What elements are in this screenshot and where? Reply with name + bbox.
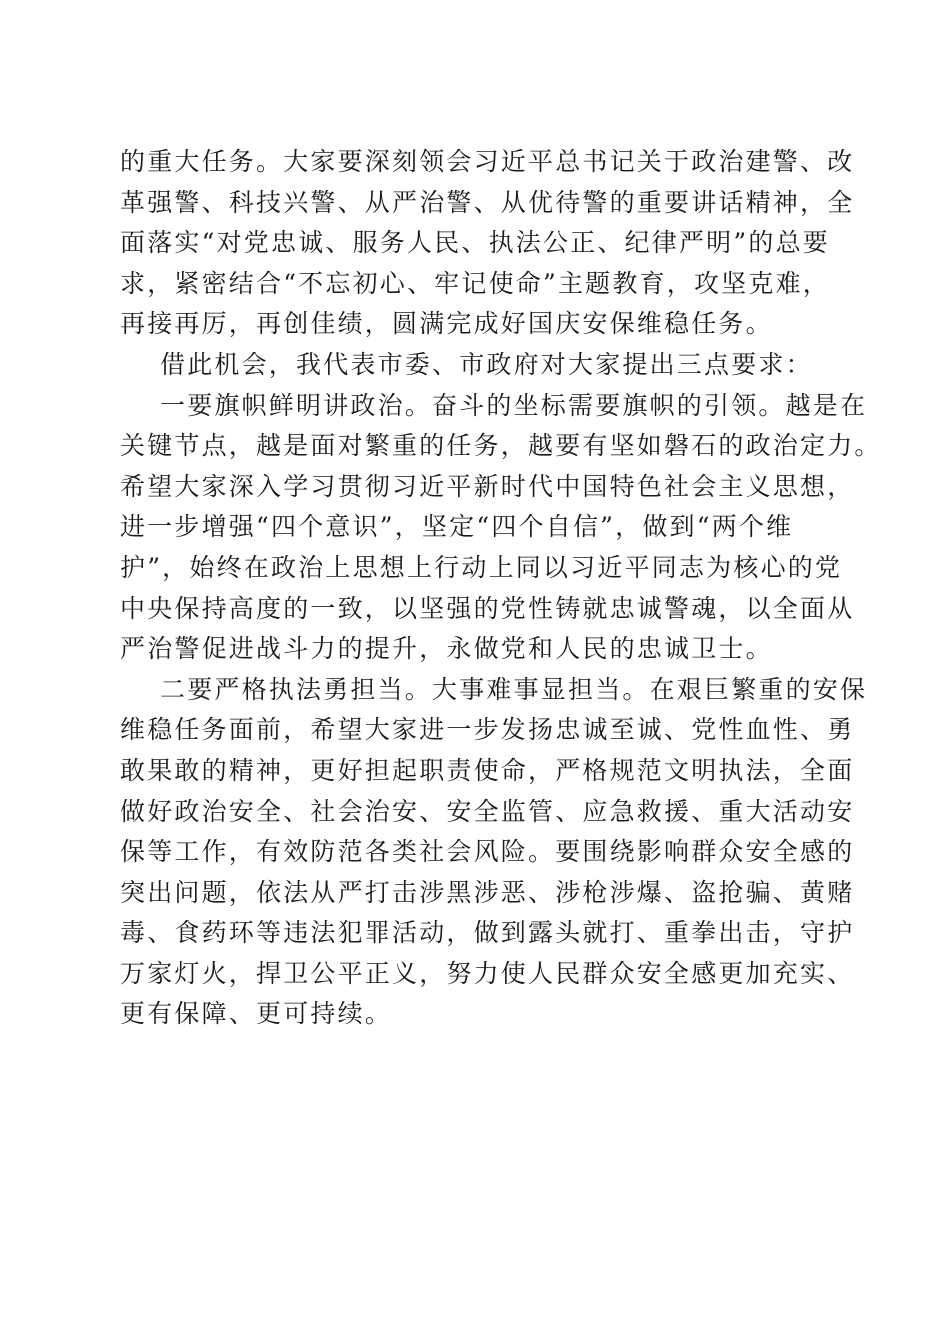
text-line: 毒、食药环等违法犯罪活动，做到露头就打、重拳出击，守护 — [120, 918, 855, 948]
body-text — [120, 142, 882, 1035]
text-line: 更有保障、更可持续。 — [120, 999, 393, 1029]
text-line: 护”，始终在政治上思想上行动上同以习近平同志为核心的党 — [120, 552, 843, 582]
text-line: 的重大任务。大家要深刻领会习近平总书记关于政治建警、改 — [120, 147, 855, 176]
text-line: 突出问题，依法从严打击涉黑涉恶、涉枪涉爆、盗抢骗、黄赌 — [120, 877, 855, 907]
text-line: 希望大家深入学习贯彻习近平新时代中国特色社会主义思想， — [120, 471, 855, 501]
text-line: 进一步增强“四个意识”，坚定“四个自信”，做到“两个维 — [120, 512, 794, 542]
text-line: 中央保持高度的一致，以坚强的党性铸就忠诚警魂，以全面从 — [120, 593, 855, 623]
text-line: 革强警、科技兴警、从严治警、从优待警的重要讲话精神，全 — [120, 187, 855, 217]
paragraph-start-line: 二要严格执法勇担当。大事难事显担当。在艰巨繁重的安保 — [160, 674, 868, 704]
text-line: 敢果敢的精神，更好担起职责使命，严格规范文明执法，全面 — [120, 755, 855, 785]
text-line: 保等工作，有效防范各类社会风险。要围绕影响群众安全感的 — [120, 837, 855, 867]
text-line: 万家灯火，捍卫公平正义，努力使人民群众安全感更加充实、 — [120, 958, 855, 988]
text-line: 再接再厉，再创佳绩，圆满完成好国庆安保维稳任务。 — [120, 309, 773, 339]
text-line: 关键节点，越是面对繁重的任务，越要有坚如磐石的政治定力。 — [120, 431, 882, 461]
text-line: 做好政治安全、社会治安、安全监管、应急救援、重大活动安 — [120, 796, 855, 826]
text-line: 严治警促进战斗力的提升，永做党和人民的忠诚卫士。 — [120, 634, 773, 664]
text-line: 求，紧密结合“不忘初心、牢记使命”主题教育，攻坚克难， — [120, 268, 830, 298]
paragraph-start-line: 借此机会，我代表市委、市政府对大家提出三点要求： — [160, 349, 813, 379]
text-line: 面落实“对党忠诚、服务人民、执法公正、纪律严明”的总要 — [120, 228, 830, 258]
text-line: 维稳任务面前，希望大家进一步发扬忠诚至诚、党性血性、勇 — [120, 715, 855, 745]
paragraph-start-line: 一要旗帜鲜明讲政治。奋斗的坐标需要旗帜的引领。越是在 — [160, 390, 868, 420]
